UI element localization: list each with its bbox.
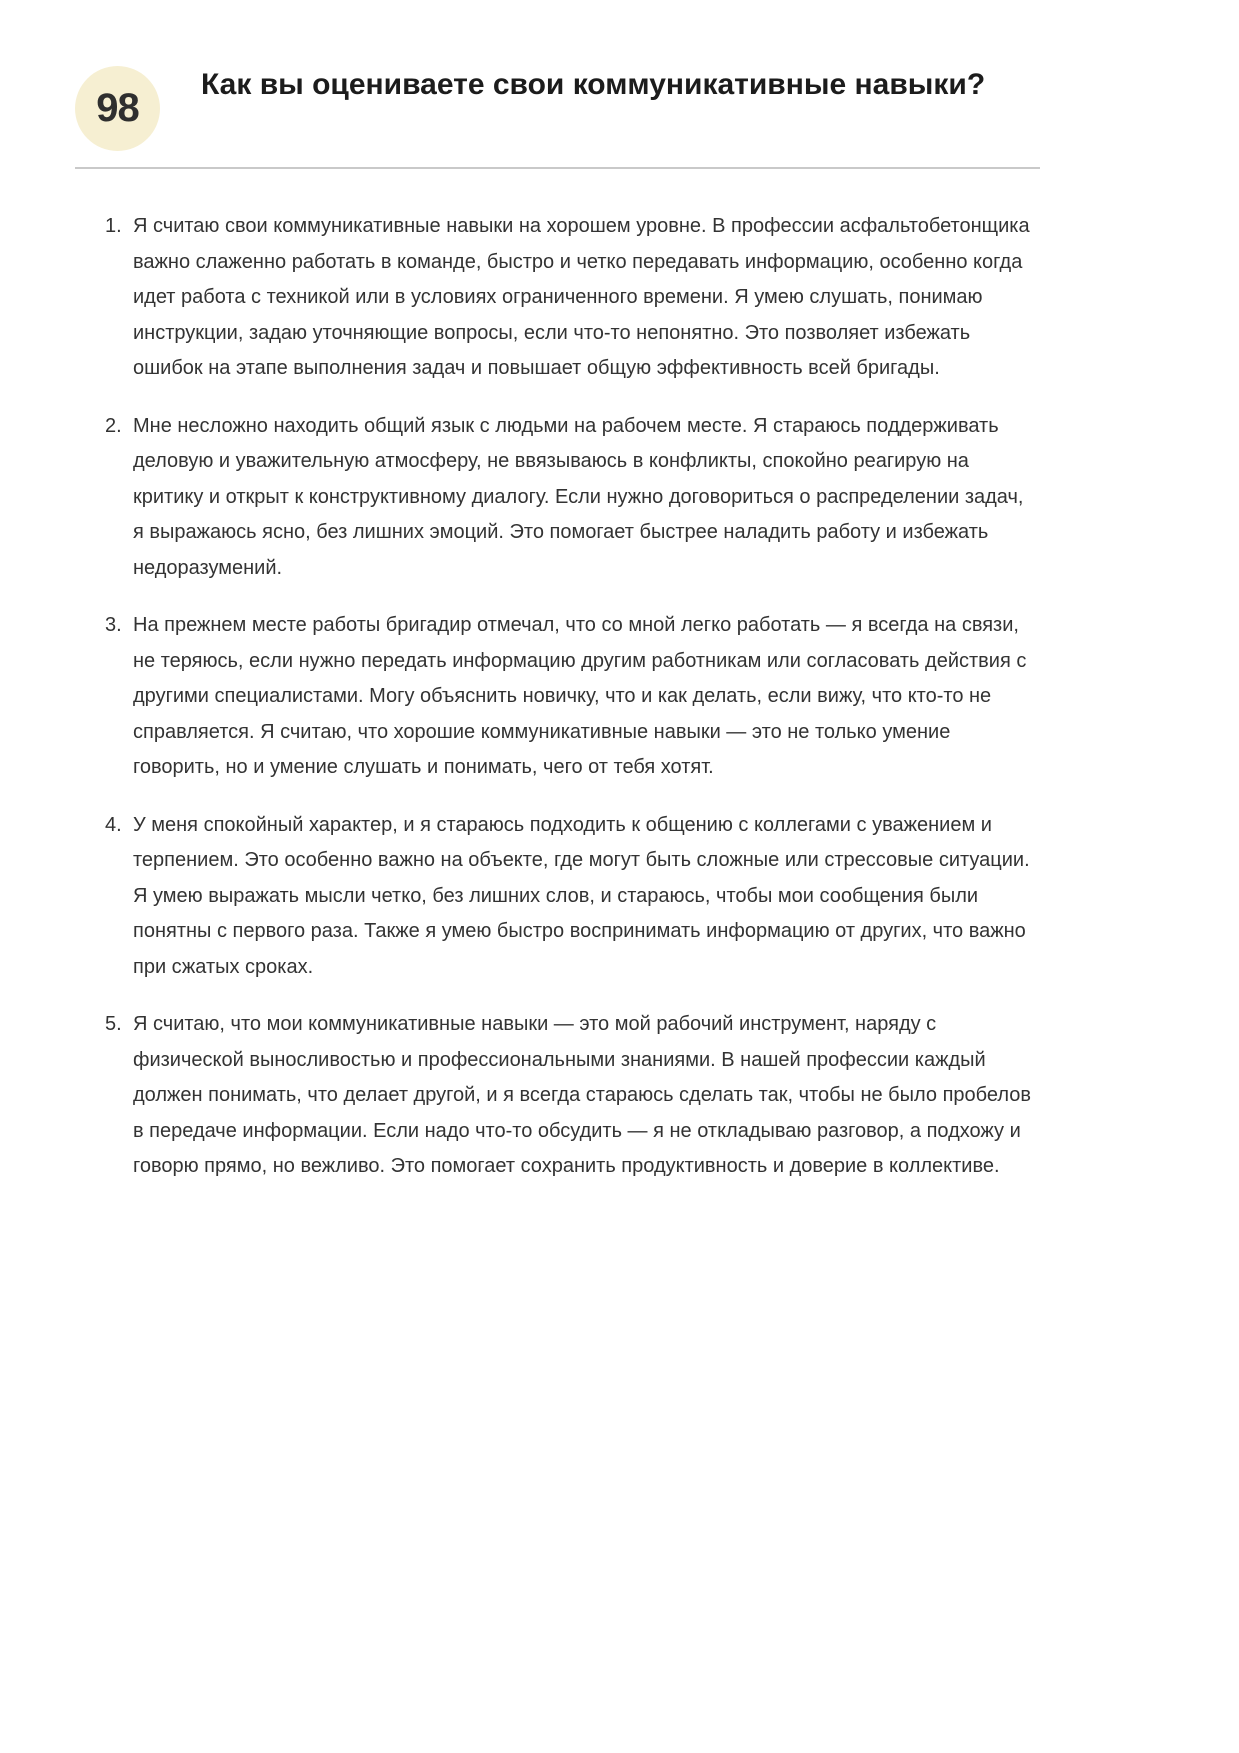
answer-number: 4.: [105, 813, 122, 836]
question-number-badge: [75, 66, 160, 151]
header-divider: [75, 167, 1040, 169]
answer-item: [105, 209, 1039, 387]
answer-item: [105, 608, 1039, 786]
answer-item: [105, 409, 1039, 587]
question-header: [0, 0, 1239, 151]
answer-number: 5.: [105, 1013, 122, 1035]
answer-number: 2.: [105, 414, 122, 437]
answer-text: Я считаю свои коммуникативные навыки на хорошем уровне. В профессии асфальтобетонщика важно слаженно работать в команде, быстро и четко передавать информацию, особенно когда идет работа с техникой или в условиях ограниченного времени. Я умею слушать, понимаю инструкции, задаю уточняющие вопросы, если что-то непонятно. Это позволяет избежать ошибок на этапе выполнения задач и повышает общую эффективность всей бригады.: [133, 215, 1030, 379]
answer-text: У меня спокойный характер, и я стараюсь подходить к общению с коллегами с уважением и терпением. Это особенно важно на объекте, где могут быть сложные или стрессовые ситуации. Я умею выражать мысли четко, без лишних слов, и стараюсь, чтобы мои сообщения были понятны с первого раза. Также я умею быстро воспринимать информацию от других, что важно при сжатых сроках.: [133, 813, 1030, 978]
question-title: Как вы оцениваете свои коммуникативные навыки?: [201, 68, 986, 101]
answer-number: 1.: [105, 215, 122, 237]
answer-text: На прежнем месте работы бригадир отмечал, что со мной легко работать — я всегда на связи, не теряюсь, если нужно передать информацию другим работникам или согласовать действия с другими специалистами. Могу объяснить новичку, что и как делать, если вижу, что кто-то не справляется. Я считаю, что хорошие коммуникативные навыки — это не только умение говорить, но и умение слушать и понимать, чего от тебя хотят.: [133, 614, 1027, 778]
answers-list: [105, 209, 1039, 1185]
answer-item: [105, 1007, 1039, 1185]
answer-text: Мне несложно находить общий язык с людьми на рабочем месте. Я стараюсь поддерживать деловую и уважительную атмосферу, не ввязываюсь в конфликты, спокойно реагирую на критику и открыт к конструктивному диалогу. Если нужно договориться о распределении задач, я выражаюсь ясно, без лишних эмоций. Это помогает быстрее наладить работу и избежать недоразумений.: [133, 414, 1024, 579]
answer-item: [105, 808, 1039, 986]
question-number: 98: [96, 86, 139, 130]
answer-text: Я считаю, что мои коммуникативные навыки — это мой рабочий инструмент, наряду с физической выносливостью и профессиональными знаниями. В нашей профессии каждый должен понимать, что делает другой, и я всегда стараюсь сделать так, чтобы не было пробелов в передаче информации. Если надо что-то обсудить — я не откладываю разговор, а подхожу и говорю прямо, но вежливо. Это помогает сохранить продуктивность и доверие в коллективе.: [133, 1013, 1031, 1177]
answer-number: 3.: [105, 614, 122, 636]
